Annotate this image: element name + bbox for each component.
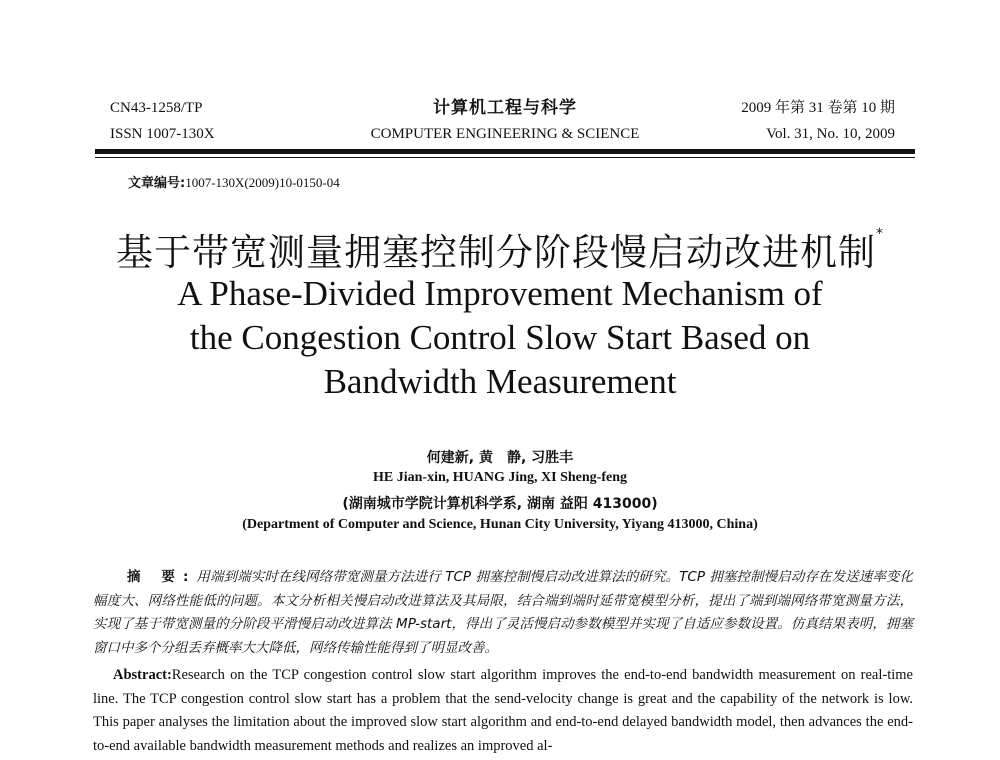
issue-cn: 2009 年第 31 卷第 10 期 xyxy=(741,100,895,116)
issue-en: Vol. 31, No. 10, 2009 xyxy=(766,126,895,142)
journal-name xyxy=(270,95,740,147)
title-en-line3: Bandwidth Measurement xyxy=(323,362,677,401)
title-footnote-mark: * xyxy=(876,226,884,242)
title-cn xyxy=(0,222,1000,276)
journal-name-cn: 计算机工程与科学 xyxy=(433,98,577,118)
issue-info xyxy=(741,95,895,147)
cn-code: CN43-1258/TP xyxy=(110,100,203,116)
article-number xyxy=(128,172,340,191)
title-en xyxy=(100,272,900,404)
abstract-en-label: Abstract: xyxy=(113,667,172,683)
abstract-en xyxy=(93,664,913,758)
abstract-cn-label: 摘 要: xyxy=(127,569,197,585)
abstract-cn xyxy=(93,566,913,660)
affiliation-cn: (湖南城市学院计算机科学系, 湖南 益阳 413000) xyxy=(342,496,658,512)
article-number-value: 1007-130X(2009)10-0150-04 xyxy=(185,175,340,190)
authors-en: HE Jian-xin, HUANG Jing, XI Sheng-feng xyxy=(373,470,627,485)
affiliation-en: (Department of Computer and Science, Hunan City University, Yiyang 413000, China) xyxy=(242,517,758,532)
article-number-label: 文章编号: xyxy=(128,176,186,191)
title-en-line1: A Phase-Divided Improvement Mechanism of xyxy=(177,274,823,313)
header-rule-thin xyxy=(95,157,915,158)
title-en-line2: the Congestion Control Slow Start Based on xyxy=(189,318,811,357)
header-rule-thick xyxy=(95,149,915,154)
journal-name-en: COMPUTER ENGINEERING & SCIENCE xyxy=(370,126,640,142)
title-cn-text: 基于带宽测量拥塞控制分阶段慢启动改进机制 xyxy=(116,231,876,274)
journal-codes xyxy=(110,95,215,147)
issn: ISSN 1007-130X xyxy=(110,126,215,142)
abstract-en-text: Research on the TCP congestion control slow start algorithm improves the end-to-end bandwidth measurement on real-time line. The TCP congestion control slow start has a problem that the send-velocity change is great and the capability of the network is low. This paper analyses the limitation about the improved slow start algorithm and end-to-end delayed bandwidth model, then advances the end-to-end available bandwidth measurement methods and realizes an improved al- xyxy=(93,667,913,754)
authors-cn: 何建新, 黄 静, 习胜丰 xyxy=(426,450,574,466)
abstract-cn-text: 用端到端实时在线网络带宽测量方法进行 TCP 拥塞控制慢启动改进算法的研究。TCP 拥塞控制慢启动存在发送速率变化幅度大、网络性能低的问题。本文分析相关慢启动改进算法及其局限，结合端到端时延带宽模型分析，提出了端到端网络带宽测量方法，实现了基于带宽测量的分阶段平滑慢启动改进算法 MP-start，得出了灵活慢启动参数模型并实现了自适应参数设置。仿真结果表明，拥塞窗口中多个分组丢弃概率大大降低，网络传输性能得到了明显改善。 xyxy=(93,569,913,656)
